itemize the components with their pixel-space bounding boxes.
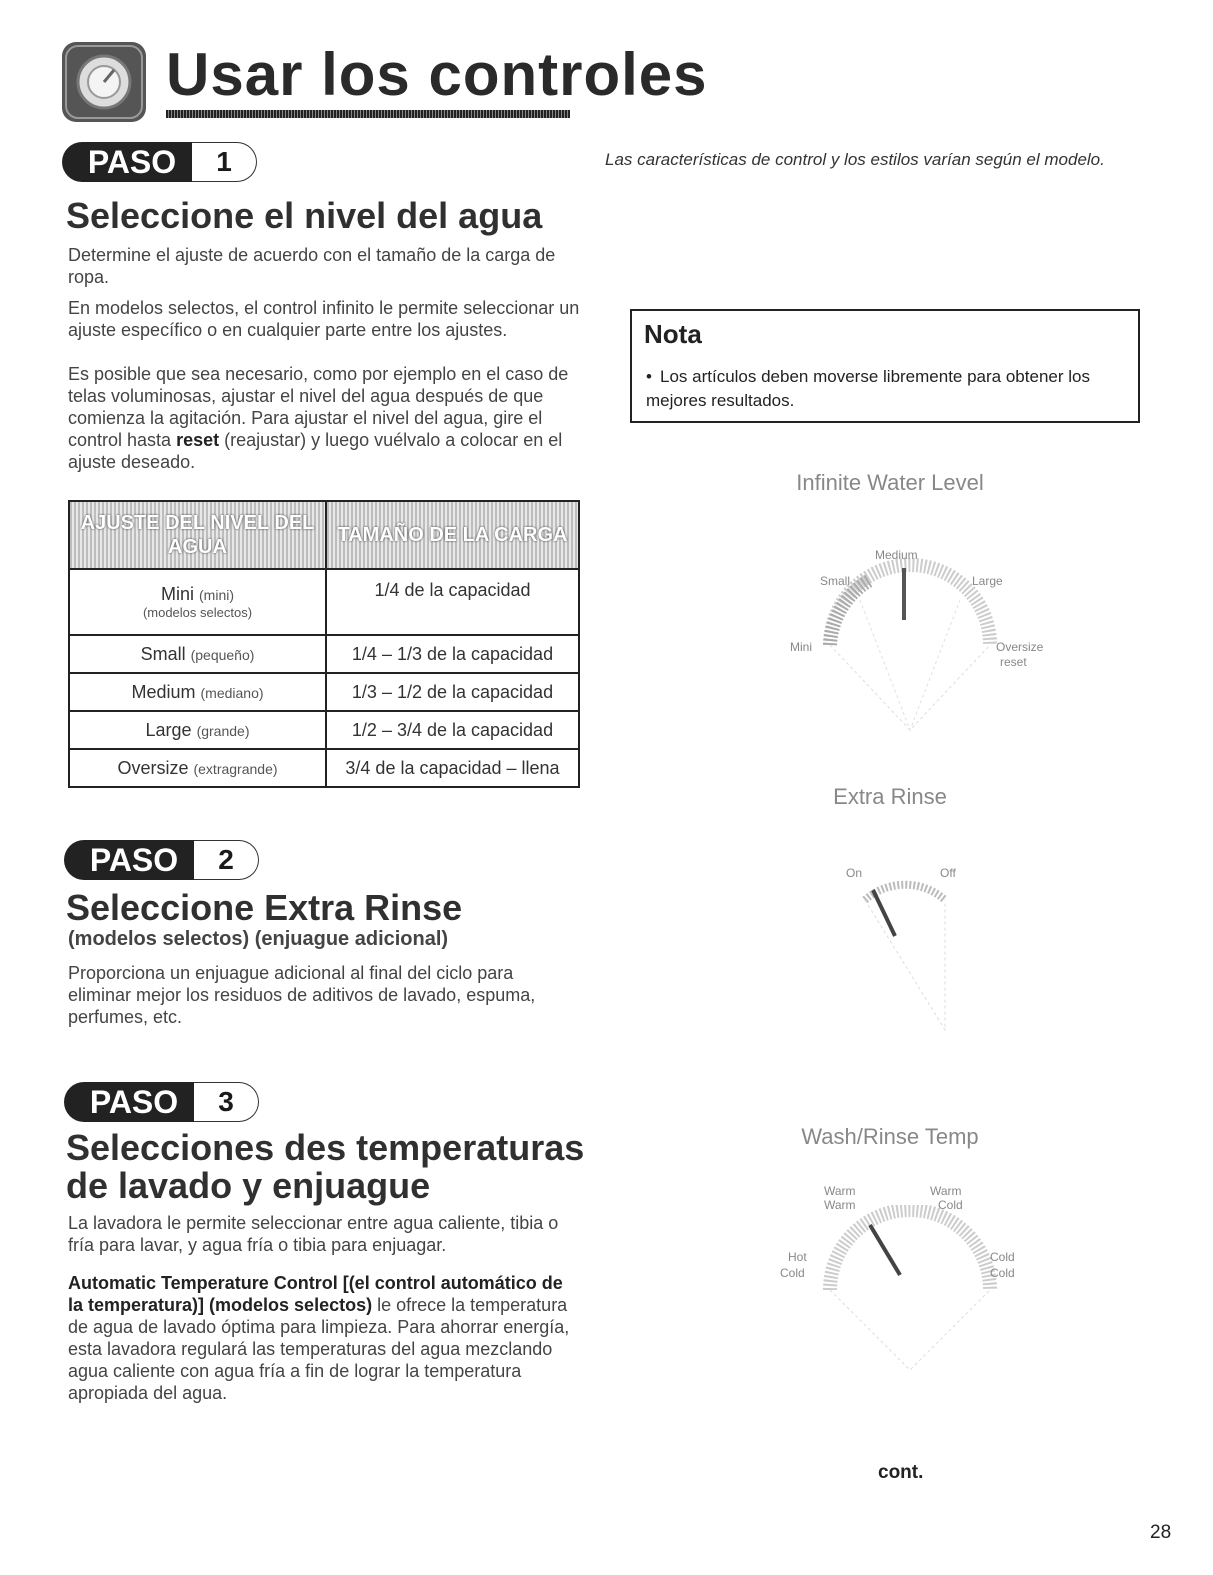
continued-label: cont. <box>878 1462 924 1483</box>
dial-label: On <box>846 866 863 880</box>
dial-label: Hot <box>788 1250 807 1264</box>
dial-label: Cold <box>990 1250 1015 1264</box>
table-row <box>69 673 579 711</box>
table-header: TAMAÑO DE LA CARGA <box>326 501 579 569</box>
note-text <box>646 365 1126 413</box>
water-level-dial[interactable] <box>800 540 1020 740</box>
table-header: AJUSTE DEL NIVEL DEL AGUA <box>69 501 326 569</box>
note-box <box>630 309 1140 423</box>
table-cell: 1/2 – 3/4 de la capacidad <box>326 711 579 749</box>
table-cell: 1/4 de la capacidad <box>326 569 579 635</box>
table-row <box>69 711 579 749</box>
paragraph: La lavadora le permite seleccionar entre agua caliente, tibia o fría para lavar, y agua fría o tibia para enjuagar. <box>68 1213 559 1255</box>
extra-rinse-dial[interactable] <box>835 860 975 1040</box>
dial-label: Warm <box>824 1184 856 1198</box>
dial-pointer <box>870 1225 900 1275</box>
table-row <box>69 749 579 787</box>
reset-keyword: reset <box>176 430 220 450</box>
bullet: • <box>646 367 652 386</box>
section-subtitle: (modelos selectos) (enjuague adicional) <box>68 928 449 950</box>
page-title: Usar los controles <box>166 41 708 108</box>
paragraph: Proporciona un enjuague adicional al final del ciclo para eliminar mejor los residuos de aditivos de lavado, espuma, perfumes, etc. <box>68 963 536 1027</box>
text: le ofrece la temperatura de agua de lavado óptima para limpieza. Para ahorrar energía, esta lavadora regulará las temperaturas del agua mezclando agua caliente con agua fría a fin de lograr la temperatura apropiada del agua. <box>68 1295 570 1403</box>
dial-label: Cold <box>780 1266 805 1280</box>
table-row <box>69 569 579 635</box>
note-title: Nota <box>644 319 702 349</box>
step-number: 3 <box>194 1082 259 1122</box>
step-badge-label: PASO <box>62 142 202 182</box>
dial-label: Mini <box>790 640 813 654</box>
table-cell <box>69 673 326 711</box>
text: Es posible que sea necesario, como por ejemplo en el caso de telas voluminosas, ajustar el nivel del agua después de que comienza la agitación. Para ajustar el nivel del agua, gire el control hasta <box>68 364 569 450</box>
table-cell <box>69 711 326 749</box>
paragraph: En modelos selectos, el control infinito le permite seleccionar un ajuste específico o en cualquier parte entre los ajustes. <box>68 298 580 340</box>
step-3-badge <box>64 1082 260 1122</box>
dial-label: Medium <box>875 548 918 562</box>
table-cell <box>69 749 326 787</box>
setting-name: Small <box>140 643 186 664</box>
table-cell: 1/4 – 1/3 de la capacidad <box>326 635 579 673</box>
water-level-table <box>68 500 580 788</box>
step-number: 2 <box>194 840 259 880</box>
setting-name: Mini <box>160 584 194 604</box>
models-caption: Las características de control y los estilos varían según el modelo. <box>605 150 1105 169</box>
note-body: Los artículos deben moverse libremente para obtener los mejores resultados. <box>646 367 1090 410</box>
temp-dial-title: Wash/Rinse Temp <box>801 1124 979 1149</box>
dial-label: Cold <box>990 1266 1015 1280</box>
water-level-dial-title: Infinite Water Level <box>796 470 984 495</box>
section-title-extra-rinse: Seleccione Extra Rinse <box>66 887 463 928</box>
paragraph <box>68 1272 580 1404</box>
dial-label: Large <box>972 574 1003 588</box>
table-cell: 1/3 – 1/2 de la capacidad <box>326 673 579 711</box>
step-badge-label: PASO <box>64 1082 204 1122</box>
title-underline <box>166 110 570 118</box>
section-title-water-level: Seleccione el nivel del agua <box>66 195 543 236</box>
setting-note: (mini) <box>199 587 235 603</box>
step-badge-label: PASO <box>64 840 204 880</box>
setting-note: (pequeño) <box>190 646 255 663</box>
table-cell <box>69 635 326 673</box>
step-1-badge <box>62 142 258 182</box>
dial-label: Warm <box>824 1198 856 1212</box>
page-number: 28 <box>1150 1522 1172 1543</box>
dial-label: Off <box>940 866 956 880</box>
paragraph: Determine el ajuste de acuerdo con el tamaño de la carga de ropa. <box>68 245 556 287</box>
dial-pointer <box>873 890 895 936</box>
setting-note: (extragrande) <box>193 760 278 777</box>
setting-name: Large <box>145 719 192 740</box>
dial-icon <box>62 42 146 122</box>
dial-label: Warm <box>930 1184 962 1198</box>
setting-note: (grande) <box>196 722 250 739</box>
setting-name: Oversize <box>117 757 189 778</box>
dial-label: Small <box>820 574 851 588</box>
setting-note: (mediano) <box>200 684 264 701</box>
section-title-temperatures-line2: de lavado y enjuague <box>66 1165 431 1206</box>
step-2-badge <box>64 840 260 880</box>
section-title-temperatures: Selecciones des temperaturas <box>66 1127 585 1168</box>
dial-label: Cold <box>938 1198 963 1212</box>
setting-name: Medium <box>131 681 196 702</box>
dial-label: Oversize <box>996 640 1044 654</box>
temp-dial[interactable] <box>800 1205 1020 1375</box>
setting-sub: (modelos selectos) <box>142 605 253 620</box>
extra-rinse-dial-title: Extra Rinse <box>833 784 947 809</box>
paragraph <box>68 363 578 473</box>
dial-label: reset <box>1000 655 1027 669</box>
table-cell: 3/4 de la capacidad – llena <box>326 749 579 787</box>
text: (reajustar) y luego vuélvalo a colocar en el ajuste deseado. <box>68 430 563 472</box>
auto-temp-control-keyword: Automatic Temperature Control [(el control automático de la temperatura)] (modelos selectos) <box>68 1273 563 1315</box>
table-row <box>69 635 579 673</box>
step-number: 1 <box>192 142 257 182</box>
table-cell <box>69 569 326 635</box>
